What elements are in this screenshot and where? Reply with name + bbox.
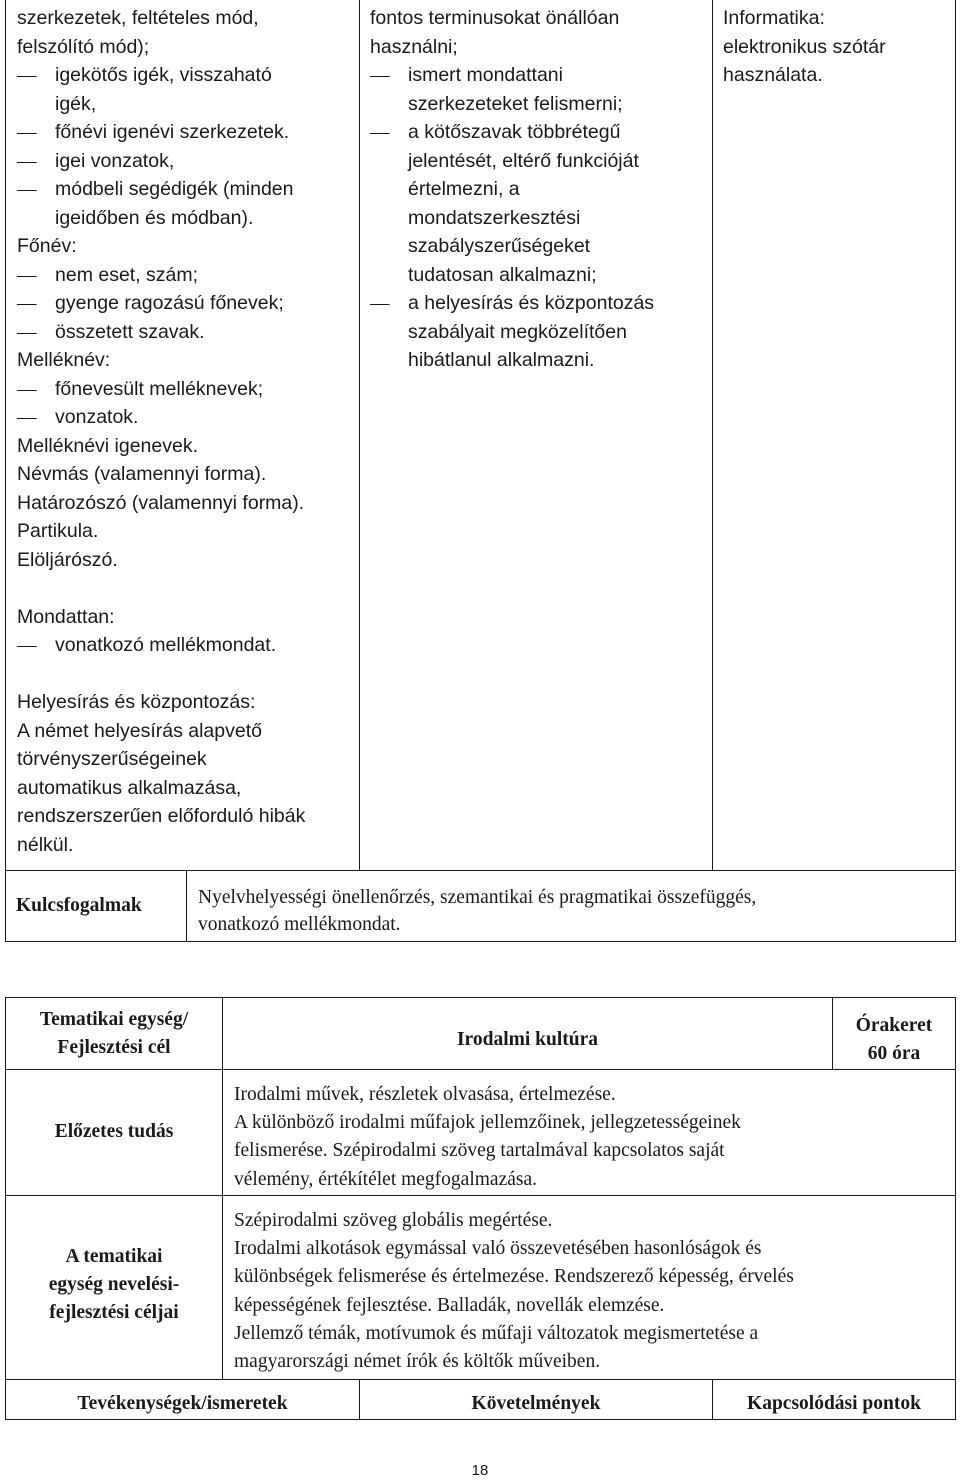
line-text: Főnév: bbox=[17, 235, 77, 257]
dash-bullet-icon bbox=[370, 61, 408, 91]
celok-line: képességének fejlesztése. Balladák, novellák elemzése. bbox=[234, 1294, 665, 1316]
line-text: igeidőben és módban). bbox=[55, 206, 254, 229]
bottom-table-label-divider bbox=[222, 997, 223, 1380]
bullet-item bbox=[17, 318, 357, 347]
orakeret-box bbox=[833, 1012, 955, 1068]
bullet-item bbox=[17, 375, 357, 404]
text-line bbox=[17, 546, 357, 575]
dash-bullet-icon bbox=[17, 318, 55, 348]
text-line bbox=[370, 261, 710, 290]
text-line bbox=[17, 688, 357, 717]
dash-bullet-icon bbox=[17, 147, 55, 177]
dash-bullet-icon bbox=[17, 261, 55, 291]
text-line bbox=[17, 232, 357, 261]
line-text: ismert mondattani bbox=[408, 64, 563, 86]
bullet-item bbox=[17, 118, 357, 147]
text-line bbox=[370, 175, 710, 204]
top-table-divider-1 bbox=[359, 0, 360, 871]
bullet-item bbox=[17, 261, 357, 290]
kulcsfogalmak-label: Kulcsfogalmak bbox=[16, 895, 142, 916]
celok-label-line: egység nevelési- bbox=[48, 1274, 180, 1296]
bullet-item bbox=[17, 61, 357, 90]
tematikai-label-line: Tematikai egység/ bbox=[39, 1009, 189, 1030]
text-line bbox=[723, 4, 953, 33]
text-line bbox=[370, 318, 710, 347]
text-line bbox=[370, 346, 710, 375]
text-line bbox=[17, 489, 357, 518]
tematikai-label-line: Fejlesztési cél bbox=[57, 1037, 171, 1059]
line-text: főnevesült melléknevek; bbox=[55, 377, 264, 400]
text-line bbox=[17, 346, 357, 375]
line-text: elektronikus szótár bbox=[723, 35, 886, 58]
bottom-table-bottom-border bbox=[5, 1419, 956, 1420]
text-line bbox=[370, 33, 710, 62]
bullet-item bbox=[17, 175, 357, 204]
connection-points-column bbox=[723, 4, 953, 90]
kulcsfogalmak-line: Nyelvhelyességi önellenőrzés, szemantikai és pragmatikai összefüggés, bbox=[198, 887, 757, 908]
top-table-left-border bbox=[5, 0, 6, 942]
page-number: 18 bbox=[471, 1462, 489, 1479]
nevelesi-celok-label bbox=[6, 1243, 222, 1328]
dash-bullet-icon bbox=[17, 375, 55, 405]
top-table-right-border bbox=[955, 0, 956, 942]
text-line bbox=[17, 33, 357, 62]
dash-bullet-icon bbox=[17, 175, 55, 205]
dash-bullet-icon bbox=[370, 289, 408, 319]
text-line bbox=[370, 4, 710, 33]
bottom-table-row-1 bbox=[5, 1069, 956, 1070]
bullet-item bbox=[370, 118, 710, 147]
line-text: mondatszerkesztési bbox=[408, 206, 581, 229]
bullet-item bbox=[17, 289, 357, 318]
header-kovetelmenyek: Követelmények bbox=[471, 1393, 601, 1414]
dash-bullet-icon bbox=[370, 118, 408, 148]
text-line bbox=[723, 33, 953, 62]
text-line bbox=[17, 745, 357, 774]
text-line bbox=[370, 147, 710, 176]
celok-line: Irodalmi alkotások egymással való összevetésében hasonlóságok és bbox=[234, 1238, 762, 1260]
line-text: Határozószó (valamennyi forma). bbox=[17, 491, 305, 514]
elozetes-line: A különböző irodalmi műfajok jellemzőinek, jellegzetességeinek bbox=[234, 1112, 741, 1134]
text-line bbox=[370, 90, 710, 119]
line-text: szabályszerűségeket bbox=[408, 235, 591, 257]
dash-bullet-icon bbox=[17, 631, 55, 661]
line-text: vonatkozó mellékmondat. bbox=[55, 634, 277, 656]
text-line bbox=[370, 232, 710, 261]
text-line bbox=[370, 204, 710, 233]
orakeret-value: 60 óra bbox=[867, 1043, 921, 1065]
line-text: szerkezetek, feltételes mód, bbox=[17, 7, 259, 29]
bullet-item bbox=[370, 289, 710, 318]
line-text: a kötőszavak többrétegű bbox=[408, 121, 621, 143]
line-text: szabályait megközelítően bbox=[408, 320, 627, 343]
header-tevekenysegek: Tevékenységek/ismeretek bbox=[77, 1393, 288, 1414]
line-text: rendszerszerűen előforduló hibák bbox=[17, 805, 306, 827]
bullet-item bbox=[17, 631, 357, 660]
celok-line: Jellemző témák, motívumok és műfaji változatok megismertetése a bbox=[234, 1322, 759, 1344]
celok-line: Szépirodalmi szöveg globális megértése. bbox=[234, 1210, 553, 1231]
line-text: Informatika: bbox=[723, 7, 825, 29]
kulcsfogalmak-line: vonatkozó mellékmondat. bbox=[198, 914, 401, 935]
line-text: igei vonzatok, bbox=[55, 149, 175, 172]
text-line bbox=[17, 774, 357, 803]
dash-bullet-icon bbox=[17, 289, 55, 319]
celok-line: magyarországi német írók és költők műveiben. bbox=[234, 1351, 601, 1373]
bottom-table-right-border bbox=[955, 997, 956, 1420]
line-text: fontos terminusokat önállóan bbox=[370, 7, 620, 29]
line-text: összetett szavak. bbox=[55, 320, 205, 343]
dash-bullet-icon bbox=[17, 403, 55, 433]
dash-bullet-icon bbox=[17, 61, 55, 91]
line-text: használata. bbox=[723, 64, 823, 86]
line-text: Elöljárószó. bbox=[17, 548, 118, 571]
elozetes-tudas-label: Előzetes tudás bbox=[54, 1121, 174, 1142]
tematikai-title: Irodalmi kultúra bbox=[456, 1029, 599, 1050]
text-line bbox=[17, 432, 357, 461]
celok-label-line: fejlesztési céljai bbox=[49, 1302, 179, 1324]
text-line bbox=[17, 204, 357, 233]
dash-bullet-icon bbox=[17, 118, 55, 148]
line-text: Mondattan: bbox=[17, 605, 115, 628]
kulcsfogalmak-divider bbox=[186, 870, 187, 942]
celok-line: különbségek felismerése és értelmezése. Rendszerező képesség, érvelés bbox=[234, 1266, 794, 1288]
elozetes-line: felismerése. Szépirodalmi szöveg tartalmával kapcsolatos saját bbox=[234, 1140, 725, 1162]
line-text: gyenge ragozású főnevek; bbox=[55, 292, 284, 314]
line-text: tudatosan alkalmazni; bbox=[408, 263, 597, 286]
elozetes-line: vélemény, értékítélet megfogalmazása. bbox=[234, 1168, 538, 1190]
text-line bbox=[17, 717, 357, 746]
text-line bbox=[17, 831, 357, 860]
line-text: felszólító mód); bbox=[17, 35, 150, 58]
line-text: nem eset, szám; bbox=[55, 263, 199, 286]
bottom-table-top-border bbox=[5, 997, 956, 998]
line-text: Partikula. bbox=[17, 520, 99, 542]
header-kapcsolodasi-pontok: Kapcsolódási pontok bbox=[747, 1393, 921, 1414]
elozetes-line: Irodalmi művek, részletek olvasása, értelmezése. bbox=[234, 1084, 616, 1105]
line-text: hibátlanul alkalmazni. bbox=[408, 349, 595, 371]
line-text: vonzatok. bbox=[55, 406, 139, 428]
line-text: a helyesírás és központozás bbox=[408, 292, 655, 314]
line-text: módbeli segédigék (minden bbox=[55, 178, 294, 200]
line-text: értelmezni, a bbox=[408, 178, 520, 200]
text-line bbox=[17, 517, 357, 546]
line-text: automatikus alkalmazása, bbox=[17, 776, 242, 799]
grammar-content-column bbox=[17, 4, 357, 859]
text-line bbox=[17, 90, 357, 119]
line-text: törvényszerűségeinek bbox=[17, 748, 207, 770]
requirements-column bbox=[370, 4, 710, 375]
orakeret-label: Órakeret bbox=[855, 1015, 933, 1036]
line-text: A német helyesírás alapvető bbox=[17, 719, 262, 742]
kulcsfogalmak-text bbox=[198, 884, 756, 938]
line-text: Melléknévi igenevek. bbox=[17, 434, 199, 457]
top-table-row-separator bbox=[5, 870, 956, 871]
text-line bbox=[17, 802, 357, 831]
bullet-item bbox=[17, 147, 357, 176]
celok-label-line: A tematikai bbox=[65, 1246, 163, 1267]
line-text: jelentését, eltérő funkcióját bbox=[408, 149, 639, 172]
line-text: szerkezeteket felismerni; bbox=[408, 92, 623, 115]
line-text: Melléknév: bbox=[17, 349, 111, 371]
text-line bbox=[17, 4, 357, 33]
line-text: igék, bbox=[55, 92, 97, 115]
line-text: Névmás (valamennyi forma). bbox=[17, 463, 267, 485]
text-line bbox=[17, 460, 357, 489]
line-text: nélkül. bbox=[17, 833, 74, 856]
text-line bbox=[17, 603, 357, 632]
top-table-bottom-border bbox=[5, 941, 956, 942]
bullet-item bbox=[17, 403, 357, 432]
bottom-table-row-2 bbox=[5, 1195, 956, 1196]
line-text: főnévi igenévi szerkezetek. bbox=[55, 121, 290, 143]
nevelesi-celok-text bbox=[234, 1207, 794, 1376]
line-text: használni; bbox=[370, 35, 458, 58]
line-text: Helyesírás és központozás: bbox=[17, 691, 256, 713]
spacer bbox=[17, 660, 357, 689]
elozetes-tudas-text bbox=[234, 1081, 741, 1194]
spacer bbox=[17, 574, 357, 603]
line-text: igekötős igék, visszaható bbox=[55, 64, 272, 86]
tematikai-egyseg-label bbox=[6, 1006, 222, 1062]
text-line bbox=[723, 61, 953, 90]
bullet-item bbox=[370, 61, 710, 90]
bottom-table-row-3 bbox=[5, 1379, 956, 1380]
top-table-divider-2 bbox=[712, 0, 713, 871]
